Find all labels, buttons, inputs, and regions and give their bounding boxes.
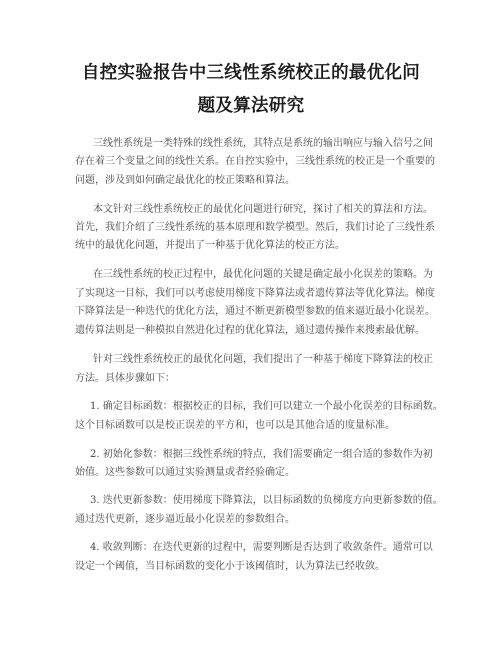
paragraph-2-line-2: 首先，我们介绍了三线性系统的基本原理和数学模型。然后，我们讨论了三线性系 — [75, 222, 435, 233]
step-4-line-1: 4. 收敛判断：在迭代更新的过程中，需要判断是否达到了收敛条件。通常可以 — [90, 542, 433, 553]
paragraph-3-line-1: 在三线性系统的校正过程中，最优化问题的关键是确定最小化误差的策略。为 — [93, 269, 433, 280]
paragraph-3-line-4: 遗传算法则是一种模拟自然进化过程的优化算法，通过遗传操作来搜索最优解。 — [75, 325, 425, 336]
paragraph-3-line-3: 下降算法是一种迭代的优化方法，通过不断更新模型参数的值来逼近最小化误差。 — [75, 306, 435, 317]
step-1-line-2: 这个目标函数可以是校正误差的平方和，也可以是其他合适的度量标准。 — [75, 420, 395, 431]
step-1-line-1: 1. 确定目标函数：根据校正的目标，我们可以建立一个最小化误差的目标函数。 — [90, 401, 443, 412]
paragraph-4-line-2: 方法。具体步骤如下： — [75, 373, 175, 384]
paragraph-2-line-1: 本文针对三线性系统校正的最优化问题进行研究，探讨了相关的算法和方法。 — [93, 204, 433, 215]
step-3-line-2: 通过迭代更新，逐步逼近最小化误差的参数组合。 — [75, 514, 295, 525]
paragraph-3-line-2: 了实现这一目标，我们可以考虑使用梯度下降算法或者遗传算法等优化算法。梯度 — [75, 288, 435, 299]
step-4-line-2: 设定一个阈值，当目标函数的变化小于该阈值时，认为算法已经收敛。 — [75, 561, 385, 572]
paragraph-1-line-2: 存在着三个变量之间的线性关系。在自控实验中，三线性系统的校正是一个重要的 — [75, 156, 435, 167]
document-title-line-2: 题及算法研究 — [197, 96, 305, 116]
paragraph-1-line-3: 问题，涉及到如何确定最优化的校正策略和算法。 — [75, 175, 295, 186]
document-title-line-1: 自控实验报告中三线性系统校正的最优化问 — [81, 63, 421, 83]
paragraph-4-line-1: 针对三线性系统校正的最优化问题，我们提出了一种基于梯度下降算法的校正 — [93, 354, 433, 365]
step-2-line-1: 2. 初始化参数：根据三线性系统的特点，我们需要确定一组合适的参数作为初 — [90, 449, 433, 460]
paragraph-2-line-3: 统中的最优化问题，并提出了一种基于优化算法的校正方法。 — [75, 240, 345, 251]
paragraph-1-line-1: 三线性系统是一类特殊的线性系统，其特点是系统的输出响应与输入信号之间 — [93, 138, 433, 149]
step-2-line-2: 始值。这些参数可以通过实验测量或者经验确定。 — [75, 467, 295, 478]
step-3-line-1: 3. 迭代更新参数：使用梯度下降算法，以目标函数的负梯度方向更新参数的值。 — [90, 495, 443, 506]
